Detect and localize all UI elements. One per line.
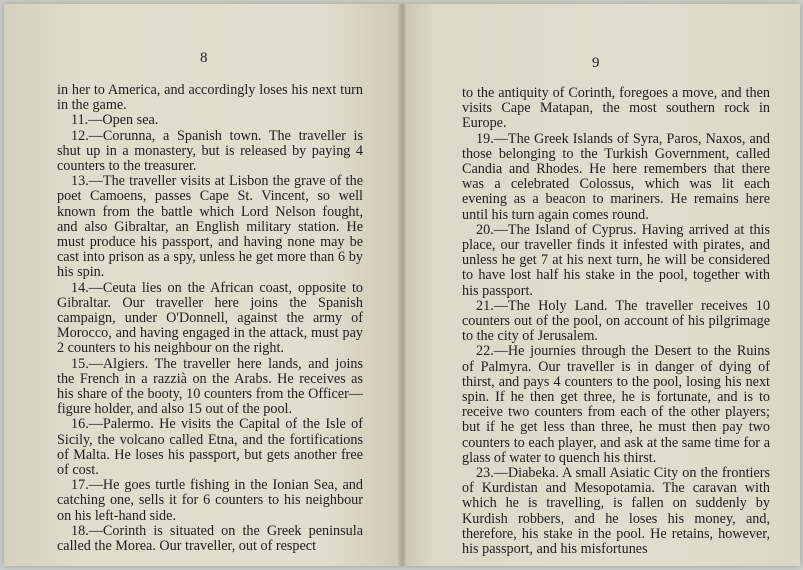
paragraph: to the antiquity of Corinth, foregoes a move, and then visits Cape Matapan, the most southern rock in Europe. (462, 85, 770, 132)
paragraph: 15.—Algiers. The traveller here lands, and joins the French in a razzià on the Arabs. He receives as his share of the booty, 10 counters from the Officer—figure holder, and also 15 out of the pool. (57, 355, 363, 418)
paragraph: 11.—Open sea. (71, 112, 159, 129)
paragraph: 20.—The Island of Cyprus. Having arrived at this place, our traveller finds it infested with pirates, and unless he get 7 at his next turn, he will be considered to have lost half his stake in the pool, together with his passport. (462, 221, 770, 299)
book-spread (4, 4, 800, 566)
left-page (4, 4, 402, 566)
right-page-number: 9 (592, 55, 600, 71)
right-page (402, 4, 800, 566)
paragraph: 22.—He journies through the Desert to the Ruins of Palmyra. Our traveller is in danger of dying of thirst, and pays 4 counters to the pool, losing his next spin. If he then get three, he is fortunate, and is to receive two counters from each of the other players; but if he get less than three, he must then pay two counters to each player, and ask at the same time for a glass of water to quench his thirst. (462, 343, 770, 466)
paragraph: 23.—Diabeka. A small Asiatic City on the frontiers of Kurdistan and Mesopotamia. The caravan with which he is travelling, is fallen on suddenly by Kurdish robbers, and he loses his money, and, therefore, his stake in the pool. He retains, however, his passport, and his misfortunes (462, 465, 770, 558)
paragraph: 21.—The Holy Land. The traveller receives 10 counters out of the pool, on account of his pilgrimage to the city of Jerusalem. (462, 297, 770, 345)
left-page-number: 8 (200, 50, 208, 66)
paragraph: 12.—Corunna, a Spanish town. The traveller is shut up in a monastery, but is released by paying 4 counters to the treasurer. (57, 127, 363, 175)
right-page-body (462, 86, 770, 557)
paragraph: 18.—Corinth is situated on the Greek peninsula called the Morea. Our traveller, out of respect (57, 522, 363, 555)
book-gutter (398, 4, 406, 566)
paragraph: 19.—The Greek Islands of Syra, Paros, Naxos, and those belonging to the Turkish Government, called Candia and Rhodes. He here remembers that there was a celebrated Colossus, which was lit each evening as a beacon to mariners. He remains here until his turn again comes round. (462, 130, 770, 223)
paragraph: in her to America, and accordingly loses his next turn in the game. (57, 82, 363, 114)
paragraph: 13.—The traveller visits at Lisbon the grave of the poet Camoens, passes Cape St. Vincent, so well known from the battle which Lord Nelson fought, and also Gibraltar, an English military station. He must produce his passport, and having none may be cast into prison as a spy, unless he get more than 6 by his spin. (57, 173, 363, 281)
paragraph: 17.—He goes turtle fishing in the Ionian Sea, and catching one, sells it for 6 counters to his neighbour on his left-hand side. (57, 477, 363, 524)
paragraph: 16.—Palermo. He visits the Capital of the Isle of Sicily, the volcano called Etna, and the fortifications of Malta. He loses his passport, but gets another free of cost. (57, 416, 363, 479)
paragraph: 14.—Ceuta lies on the African coast, opposite to Gibraltar. Our traveller here joins the Spanish campaign, under O'Donnell, against the army of Morocco, and having engaged in the attack, must pay 2 counters to his neighbour on the right. (57, 279, 363, 357)
left-page-body (57, 83, 363, 554)
